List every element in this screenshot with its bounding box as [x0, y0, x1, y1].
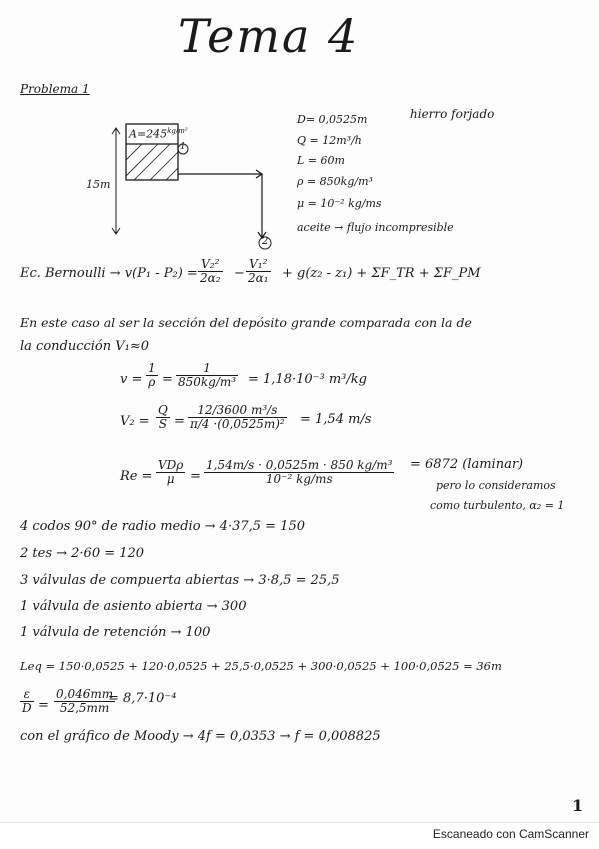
- page-number: 1: [572, 796, 584, 815]
- equivalent-length: Leq = 150·0,0525 + 120·0,0525 + 25,5·0,0525 + 300·0,0525 + 100·0,0525 = 36m: [20, 659, 502, 673]
- fitting-codos: 4 codos 90° de radio medio → 4·37,5 = 150: [20, 519, 305, 534]
- problem-label: Problema 1: [20, 82, 90, 96]
- fitting-valv-retencion: 1 válvula de retención → 100: [20, 625, 211, 640]
- bernoulli-left: Ec. Bernoulli → v(P₁ - P₂) =: [20, 266, 198, 281]
- rough-equals: =: [38, 698, 49, 713]
- moody-result: con el gráfico de Moody → 4f = 0,0353 → f = 0,008825: [20, 729, 381, 744]
- fitting-tes: 2 tes → 2·60 = 120: [20, 546, 145, 561]
- note-line-1: En este caso al ser la sección del depósito grande comparada con la de: [20, 315, 472, 330]
- rough-fraction-1: $\frac{\varepsilon}{D}$: [22, 687, 32, 716]
- re-equals: =: [190, 469, 201, 484]
- scanner-footer: [0, 822, 599, 849]
- data-flow: Q = 12m³/h: [297, 134, 362, 147]
- re-left: Re =: [120, 469, 153, 484]
- fitting-valv-compuerta: 3 válvulas de compuerta abiertas → 3·8,5 = 25,5: [20, 573, 340, 588]
- fitting-valv-asiento: 1 válvula de asiento abierta → 300: [20, 599, 247, 614]
- bernoulli-minus: −: [234, 266, 245, 281]
- rough-result: = 8,7·10⁻⁴: [108, 691, 177, 706]
- data-length: L = 60m: [297, 154, 345, 167]
- re-result: = 6872 (laminar): [410, 457, 524, 472]
- v2-fraction-1: $\frac{Q}{S}$: [158, 403, 168, 432]
- bernoulli-fraction-2: $\frac{\text{V₁²}}{\text{2α₁}}$: [248, 257, 269, 286]
- v-fraction-1: $\frac{1}{\rho}$: [148, 361, 156, 390]
- bernoulli-right: + g(z₂ - z₁) + ΣF_TR + ΣF_PM: [282, 266, 481, 281]
- point-1-label: 1: [180, 142, 186, 152]
- v-equals: =: [162, 372, 173, 387]
- v2-result: = 1,54 m/s: [300, 412, 372, 427]
- re-fraction-2: $\frac{\text{1,54m/s · 0,0525m · 850 kg/m³}}{\text{10⁻² kg/ms}}$: [206, 458, 393, 487]
- data-diameter: D= 0,0525m: [297, 113, 368, 126]
- v2-equals: =: [174, 414, 185, 429]
- point-2-label: 2: [262, 236, 269, 247]
- v-result: = 1,18·10⁻³ m³/kg: [248, 372, 367, 387]
- re-note-1: pero lo consideramos: [436, 479, 556, 492]
- scanner-watermark: Escaneado con CamScanner: [432, 827, 589, 841]
- data-density: ρ = 850kg/m³: [297, 175, 373, 188]
- v-fraction-2: $\frac{1}{\text{850kg/m³}}$: [178, 361, 237, 390]
- re-note-2: como turbulento, α₂ = 1: [430, 499, 565, 512]
- page-title: Tema 4: [178, 9, 360, 63]
- data-viscosity: μ = 10⁻² kg/ms: [297, 197, 382, 210]
- note-line-2: la conducción V₁≈0: [20, 339, 150, 354]
- data-material: hierro forjado: [410, 107, 495, 121]
- data-fluid: aceite → flujo incompresible: [297, 221, 454, 234]
- re-fraction-1: VDρ μ: [158, 458, 184, 487]
- v2-left: V₂ =: [120, 414, 150, 429]
- rough-fraction-2: $\frac{0,046mm}{52,5mm}$: [56, 687, 114, 716]
- bernoulli-fraction-1: $\frac{\text{V₂²}}{\text{2α₂}}$: [200, 257, 221, 286]
- tank-pressure-label: $A=245^{kg/m^2}$: [129, 127, 188, 141]
- v2-fraction-2: $\frac{\text{12/3600 m³/s}}{\text{π/4 ·(0,0525m)²}}$: [190, 403, 285, 432]
- v-left: v =: [120, 372, 143, 387]
- height-label: 15m: [86, 178, 111, 191]
